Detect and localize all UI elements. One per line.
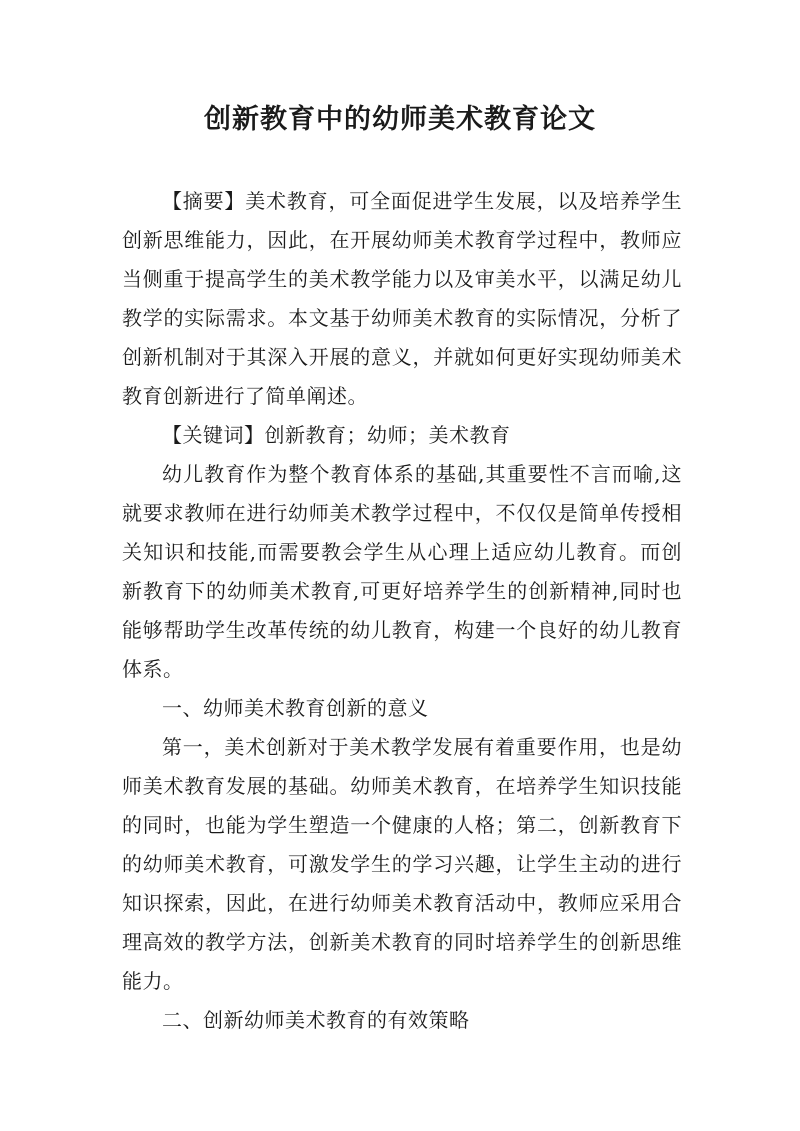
document-body — [122, 182, 682, 1040]
section-heading-1: 一、幼师美术教育创新的意义 — [162, 696, 429, 720]
abstract-paragraph: 【摘要】美术教育，可全面促进学生发展，以及培养学生创新思维能力，因此，在开展幼师美术教育学过程中，教师应当侧重于提高学生的美术教学能力以及审美水平，以满足幼儿教学的实际需求。本文基于幼师美术教育的实际情况，分析了创新机制对于其深入开展的意义，并就如何更好实现幼师美术教育创新进行了简单阐述。 — [122, 189, 682, 408]
section-heading-2: 二、创新幼师美术教育的有效策略 — [162, 1008, 470, 1032]
document-title: 创新教育中的幼师美术教育论文 — [204, 104, 596, 135]
keywords-paragraph: 【关键词】创新教育；幼师；美术教育 — [162, 423, 511, 447]
intro-paragraph: 幼儿教育作为整个教育体系的基础,其重要性不言而喻,这就要求教师在进行幼师美术教学过程中，不仅仅是简单传授相关知识和技能,而需要教会学生从心理上适应幼儿教育。而创新教育下的幼师美术教育,可更好培养学生的创新精神,同时也能够帮助学生改革传统的幼儿教育，构建一个良好的幼儿教育体系。 — [122, 462, 682, 681]
section-1-paragraph: 第一，美术创新对于美术教学发展有着重要作用，也是幼师美术教育发展的基础。幼师美术教育，在培养学生知识技能的同时，也能为学生塑造一个健康的人格；第二，创新教育下的幼师美术教育，可激发学生的学习兴趣，让学生主动的进行知识探索，因此，在进行幼师美术教育活动中，教师应采用合理高效的教学方法，创新美术教育的同时培养学生的创新思维能力。 — [122, 735, 682, 993]
